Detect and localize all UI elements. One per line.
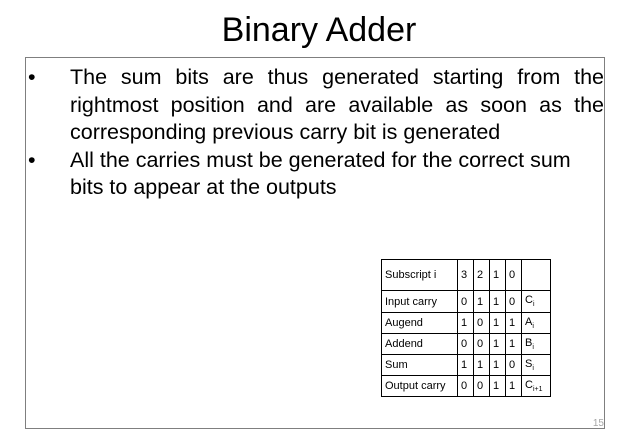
binary-adder-table <box>381 259 551 397</box>
symbol-cell <box>522 313 551 334</box>
bit-cell: 0 <box>474 376 490 397</box>
bit-cell: 2 <box>474 260 490 291</box>
bit-cell: 0 <box>506 260 522 291</box>
bit-cell: 1 <box>474 355 490 376</box>
symbol-cell <box>522 355 551 376</box>
table-row <box>382 291 551 313</box>
row-label: Augend <box>382 313 458 334</box>
bullet-item <box>26 147 604 202</box>
bit-cell: 0 <box>458 334 474 355</box>
bullet-list <box>26 64 604 202</box>
bit-cell: 1 <box>506 334 522 355</box>
table-row <box>382 355 551 376</box>
bullet-item <box>26 64 604 147</box>
symbol-cell <box>522 291 551 313</box>
symbol-subscript: i <box>532 344 534 352</box>
symbol-subscript: i+1 <box>532 386 543 394</box>
table-row <box>382 334 551 355</box>
bullet-dot: • <box>28 147 36 172</box>
bit-cell: 1 <box>474 291 490 313</box>
bit-cell: 1 <box>506 376 522 397</box>
symbol-letter: C <box>525 294 533 307</box>
bullet-dot: • <box>28 65 36 89</box>
page-number: 15 <box>592 418 604 429</box>
row-label: Addend <box>382 334 458 355</box>
symbol-letter: S <box>525 357 533 370</box>
symbol-cell <box>522 260 551 291</box>
symbol-subscript: i <box>532 301 535 309</box>
row-label: Sum <box>382 355 458 376</box>
bit-cell: 1 <box>490 376 506 397</box>
bit-cell: 0 <box>474 334 490 355</box>
bullet-text: All the carries must be generated for the correct sum bits to appear at the outputs <box>70 147 571 199</box>
symbol-cell <box>522 334 551 355</box>
table-row <box>382 313 551 334</box>
bit-cell: 0 <box>506 355 522 376</box>
table-row <box>382 376 551 397</box>
bit-cell: 0 <box>474 313 490 334</box>
symbol-cell <box>522 376 551 397</box>
bit-cell: 1 <box>490 334 506 355</box>
bit-cell: 1 <box>506 313 522 334</box>
slide-title: Binary Adder <box>221 11 417 49</box>
bit-cell: 1 <box>490 355 506 376</box>
row-label: Output carry <box>382 376 458 397</box>
symbol-letter: C <box>525 378 533 391</box>
bit-cell: 3 <box>458 260 474 291</box>
row-label: Subscript i <box>382 260 458 291</box>
bit-cell: 1 <box>490 291 506 313</box>
bit-cell: 0 <box>458 376 474 397</box>
bit-cell: 1 <box>490 313 506 334</box>
symbol-subscript: i <box>532 323 534 331</box>
bit-cell: 0 <box>506 291 522 313</box>
symbol-subscript: i <box>532 365 534 373</box>
row-label: Input carry <box>382 291 458 313</box>
bit-cell: 1 <box>490 260 506 291</box>
table-header-row <box>382 260 551 291</box>
bit-cell: 0 <box>458 291 474 313</box>
symbol-letter: B <box>525 336 533 349</box>
bit-cell: 1 <box>458 355 474 376</box>
bit-cell: 1 <box>458 313 474 334</box>
bullet-text: The sum bits are thus generated starting from the rightmost position and are available as soon as the corresponding previous carry bit is generated <box>70 65 604 144</box>
symbol-letter: A <box>525 315 533 328</box>
